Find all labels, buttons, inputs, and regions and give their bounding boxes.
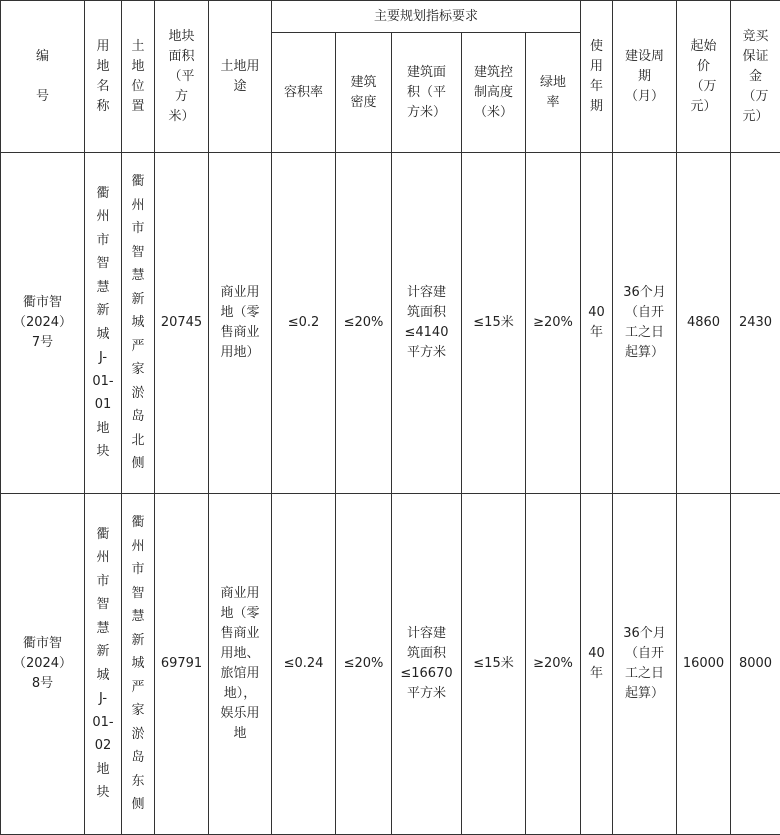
cell-area: 20745 [155, 153, 209, 493]
header-term: 使 用 年 期 [581, 1, 613, 153]
cell-deposit: 8000 [731, 493, 780, 834]
header-period: 建设周 期 （月） [613, 1, 677, 153]
cell-period: 36个月 （自开 工之日 起算） [613, 493, 677, 834]
header-deposit: 竞买 保证 金 （万 元） [731, 1, 780, 153]
cell-floor-area: 计容建 筑面积 ≤4140 平方米 [392, 153, 462, 493]
table-row [1, 153, 780, 493]
cell-name: 衢 州 市 智 慧 新 城 J- 01- 02 地 块 [85, 493, 122, 834]
cell-start-price: 4860 [677, 153, 731, 493]
cell-height: ≤15米 [462, 493, 526, 834]
cell-use: 商业用 地（零 售商业 用地） [209, 153, 272, 493]
cell-term: 40 年 [581, 493, 613, 834]
cell-density: ≤20% [336, 153, 392, 493]
cell-floor-area: 计容建 筑面积 ≤16670 平方米 [392, 493, 462, 834]
cell-location: 衢 州 市 智 慧 新 城 严 家 淤 岛 北 侧 [122, 153, 155, 493]
cell-no: 衢市智 （2024） 7号 [1, 153, 85, 493]
cell-no: 衢市智 （2024） 8号 [1, 493, 85, 834]
cell-period: 36个月 （自开 工之日 起算） [613, 153, 677, 493]
header-location: 土 地 位 置 [122, 1, 155, 153]
header-start-price: 起始 价 （万 元） [677, 1, 731, 153]
cell-far: ≤0.24 [272, 493, 336, 834]
header-area: 地块 面积 （平 方 米） [155, 1, 209, 153]
header-name: 用 地 名 称 [85, 1, 122, 153]
cell-start-price: 16000 [677, 493, 731, 834]
cell-density: ≤20% [336, 493, 392, 834]
cell-green: ≥20% [526, 153, 581, 493]
header-green: 绿地 率 [526, 33, 581, 153]
header-density: 建筑 密度 [336, 33, 392, 153]
cell-location: 衢 州 市 智 慧 新 城 严 家 淤 岛 东 侧 [122, 493, 155, 834]
cell-deposit: 2430 [731, 153, 780, 493]
header-no: 编 号 [1, 1, 85, 153]
cell-green: ≥20% [526, 493, 581, 834]
cell-name: 衢 州 市 智 慧 新 城 J- 01- 01 地 块 [85, 153, 122, 493]
cell-use: 商业用 地（零 售商业 用地、 旅馆用 地）， 娱乐用 地 [209, 493, 272, 834]
header-far: 容积率 [272, 33, 336, 153]
header-use: 土地用 途 [209, 1, 272, 153]
cell-far: ≤0.2 [272, 153, 336, 493]
header-floor-area: 建筑面 积（平 方米） [392, 33, 462, 153]
table-row [1, 493, 780, 834]
cell-term: 40 年 [581, 153, 613, 493]
cell-area: 69791 [155, 493, 209, 834]
cell-height: ≤15米 [462, 153, 526, 493]
header-height: 建筑控 制高度 （米） [462, 33, 526, 153]
header-main-requirements: 主要规划指标要求 [272, 1, 581, 33]
